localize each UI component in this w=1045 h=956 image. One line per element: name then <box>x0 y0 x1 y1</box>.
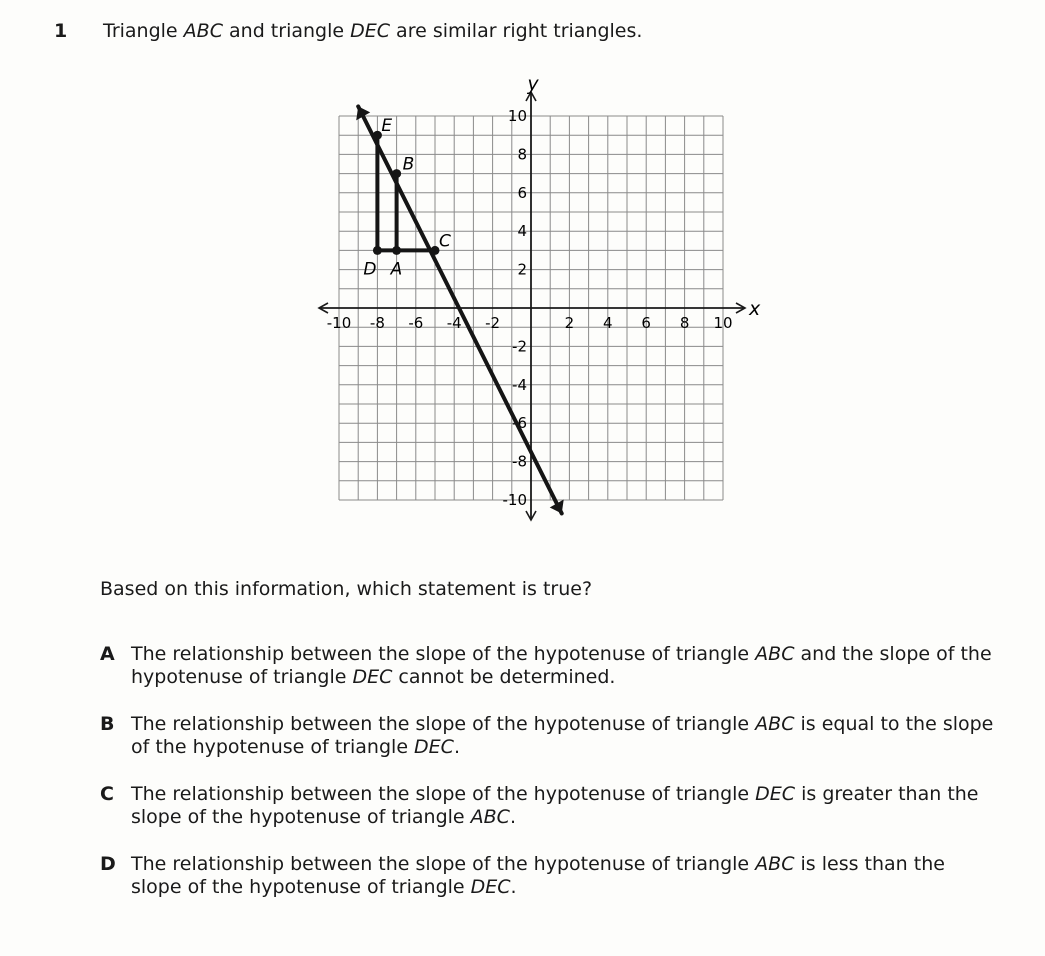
x-tick-label: -2 <box>485 314 501 332</box>
question-text-part: are similar right triangles. <box>390 20 643 42</box>
choice-c[interactable] <box>100 783 1000 829</box>
y-tick-label: 10 <box>507 107 527 125</box>
graph-triangles <box>356 106 564 513</box>
y-tick-label: -8 <box>512 452 527 471</box>
x-tick-label: 2 <box>564 314 575 332</box>
y-tick-label: -2 <box>512 337 527 356</box>
y-axis-label: y <box>527 73 539 95</box>
question-number: 1 <box>54 20 68 42</box>
x-axis-label: x <box>749 298 761 320</box>
choice-b[interactable] <box>100 713 1000 759</box>
choice-letter: D <box>100 853 116 875</box>
graph-tick-labels <box>327 73 761 509</box>
point-label-e: E <box>381 116 393 137</box>
x-tick-label: 6 <box>641 314 651 332</box>
y-tick-label: 4 <box>517 222 527 241</box>
choice-text: The relationship between the slope of the hypotenuse of triangle ABC and the slope of the hypotenuse of triangle DEC cannot be determined. <box>131 643 992 688</box>
point-label-c: C <box>439 231 451 252</box>
choice-d[interactable] <box>100 853 1000 899</box>
triangle-name-dec: DEC <box>350 20 391 42</box>
prompt-text: Based on this information, which statement is true? <box>100 578 593 600</box>
point-d <box>373 246 382 255</box>
y-tick-label: 2 <box>517 260 527 279</box>
y-tick-label: -10 <box>502 491 527 509</box>
choice-letter: A <box>100 643 115 665</box>
point-label-a: A <box>390 259 403 280</box>
x-tick-label: -10 <box>326 314 352 332</box>
point-label-d: D <box>363 259 377 280</box>
choice-text: The relationship between the slope of the hypotenuse of triangle ABC is equal to the slope of the hypotenuse of triangle DEC. <box>131 713 994 758</box>
x-tick-label: -6 <box>408 314 424 332</box>
x-tick-label: -8 <box>369 314 385 332</box>
x-tick-label: 4 <box>603 314 613 332</box>
choice-text: The relationship between the slope of the hypotenuse of triangle ABC is less than the slope of the hypotenuse of triangle DEC. <box>131 853 945 898</box>
point-a <box>392 246 401 255</box>
question-text-part: and triangle <box>222 20 351 42</box>
y-tick-label: -6 <box>512 414 527 433</box>
x-tick-label: -4 <box>446 314 462 332</box>
triangle-name-abc: ABC <box>183 20 223 42</box>
choice-letter: C <box>100 783 114 805</box>
point-b <box>392 169 401 178</box>
choice-a[interactable] <box>100 643 1000 689</box>
x-tick-label: 10 <box>713 314 733 332</box>
y-tick-label: -4 <box>512 375 527 394</box>
x-tick-label: 8 <box>679 314 690 332</box>
choice-letter: B <box>100 713 115 735</box>
point-label-b: B <box>402 154 415 175</box>
question-text-part: Triangle <box>103 20 184 42</box>
choice-text: The relationship between the slope of the hypotenuse of triangle DEC is greater than the slope of the hypotenuse of triangle ABC. <box>131 783 979 828</box>
y-tick-label: 6 <box>517 183 527 202</box>
y-tick-label: 8 <box>517 145 527 164</box>
